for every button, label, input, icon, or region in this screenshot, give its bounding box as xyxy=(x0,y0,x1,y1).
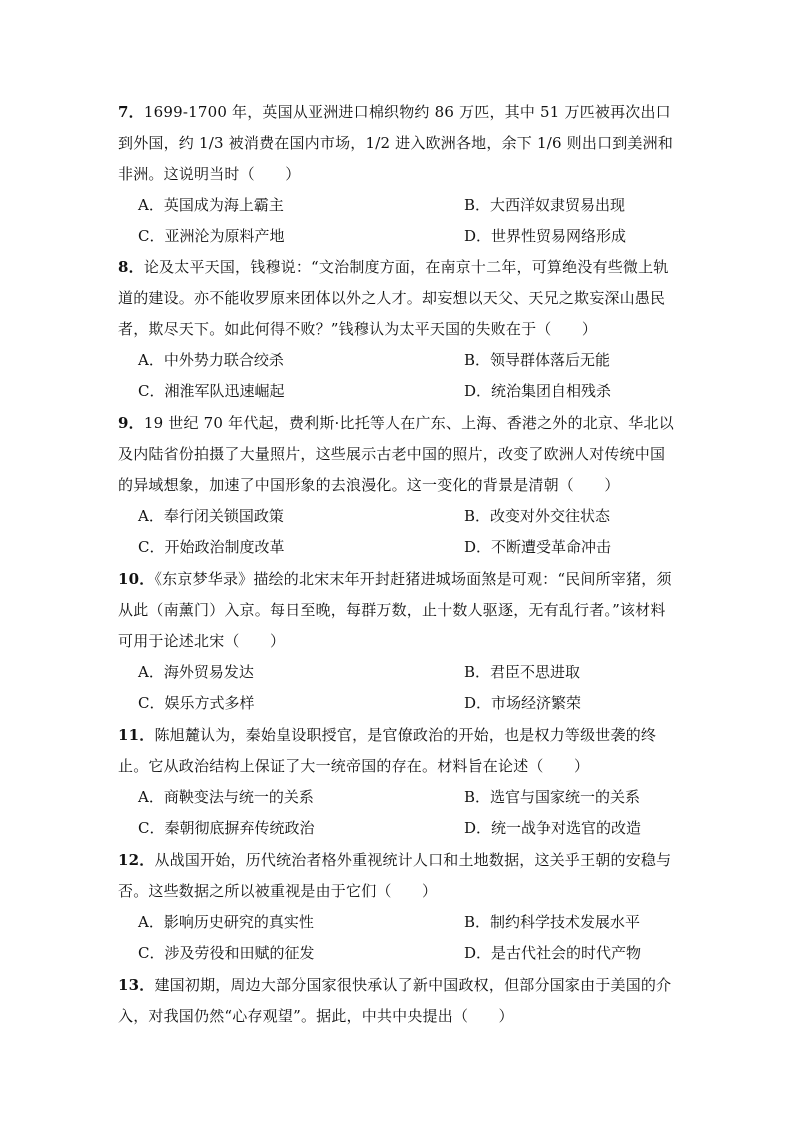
question-stem: 陈旭麓认为，秦始皇设职授官，是官僚政治的开始，也是权力等级世袭的终止。它从政治结构上保证了大一统帝国的存在。材料旨在论述（ ） xyxy=(118,726,657,775)
question-number: 7． xyxy=(118,103,144,121)
option-a[interactable]: A．海外贸易发达 xyxy=(138,663,254,681)
question-stem: 《东京梦华录》描绘的北宋末年开封赶猪进城场面煞是可观：“民间所宰猪，须从此（南薰门）入京。每日至晚，每群万数，止十数人驱逐，无有乱行者。”该材料可用于论述北宋（ ） xyxy=(118,570,672,650)
option-b[interactable]: B．大西洋奴隶贸易出现 xyxy=(464,196,626,214)
question-stem: 1699-1700 年，英国从亚洲进口棉织物约 86 万匹，其中 51 万匹被再次出口到外国，约 1/3 被消费在国内市场，1/2 进入欧洲各地，余下 1/6 则出口到美洲和非洲。这说明当时（ ） xyxy=(118,103,674,183)
question-13 xyxy=(118,970,678,1032)
question-11 xyxy=(118,720,678,782)
option-c[interactable]: C．涉及劳役和田赋的征发 xyxy=(138,944,315,962)
option-a[interactable]: A．影响历史研究的真实性 xyxy=(138,913,314,931)
option-c[interactable]: C．开始政治制度改革 xyxy=(138,538,285,556)
question-12 xyxy=(118,845,678,907)
question-stem: 建国初期，周边大部分国家很快承认了新中国政权，但部分国家由于美国的介入，对我国仍然“心存观望”。据此，中共中央提出（ ） xyxy=(118,976,672,1025)
option-a[interactable]: A．商鞅变法与统一的关系 xyxy=(138,788,314,806)
option-c[interactable]: C．亚洲沦为原料产地 xyxy=(138,227,285,245)
option-d[interactable]: D．不断遭受革命冲击 xyxy=(464,538,612,556)
question-number: 13． xyxy=(118,976,155,994)
option-b[interactable]: B．领导群体落后无能 xyxy=(464,351,611,369)
option-c[interactable]: C．湘淮军队迅速崛起 xyxy=(138,382,285,400)
option-a[interactable]: A．中外势力联合绞杀 xyxy=(138,351,284,369)
question-number: 8． xyxy=(118,258,144,276)
option-a[interactable]: A．奉行闭关锁国政策 xyxy=(138,507,284,525)
option-b[interactable]: B．选官与国家统一的关系 xyxy=(464,788,641,806)
question-number: 12． xyxy=(118,851,155,869)
option-d[interactable]: D．统一战争对选官的改造 xyxy=(464,819,642,837)
question-8 xyxy=(118,252,678,345)
option-b[interactable]: B．制约科学技术发展水平 xyxy=(464,913,641,931)
option-d[interactable]: D．统治集团自相残杀 xyxy=(464,382,612,400)
question-stem: 19 世纪 70 年代起，费利斯·比托等人在广东、上海、香港之外的北京、华北以及内陆省份拍摄了大量照片，这些展示古老中国的照片，改变了欧洲人对传统中国的异域想象，加速了中国形象的去浪漫化。这一变化的背景是清朝（ ） xyxy=(118,414,674,494)
question-number: 11． xyxy=(118,726,155,744)
option-b[interactable]: B．君臣不思进取 xyxy=(464,663,581,681)
option-c[interactable]: C．秦朝彻底摒弃传统政治 xyxy=(138,819,315,837)
question-number: 10． xyxy=(118,570,155,588)
option-c[interactable]: C．娱乐方式多样 xyxy=(138,694,255,712)
option-d[interactable]: D．市场经济繁荣 xyxy=(464,694,582,712)
question-9 xyxy=(118,408,678,501)
question-number: 9． xyxy=(118,414,144,432)
question-7 xyxy=(118,97,678,190)
question-10 xyxy=(118,564,678,657)
option-b[interactable]: B．改变对外交往状态 xyxy=(464,507,611,525)
option-a[interactable]: A．英国成为海上霸主 xyxy=(138,196,284,214)
question-stem: 论及太平天国，钱穆说：“文治制度方面，在南京十二年，可算绝没有些微上轨道的建设。亦不能收罗原来团体以外之人才。却妄想以天父、天兄之欺妄深山愚民者，欺尽天下。如此何得不败？”钱穆认为太平天国的失败在于（ ） xyxy=(118,258,669,338)
option-d[interactable]: D．世界性贸易网络形成 xyxy=(464,227,627,245)
option-d[interactable]: D．是古代社会的时代产物 xyxy=(464,944,642,962)
question-stem: 从战国开始，历代统治者格外重视统计人口和土地数据，这关乎王朝的安稳与否。这些数据之所以被重视是由于它们（ ） xyxy=(118,851,672,900)
